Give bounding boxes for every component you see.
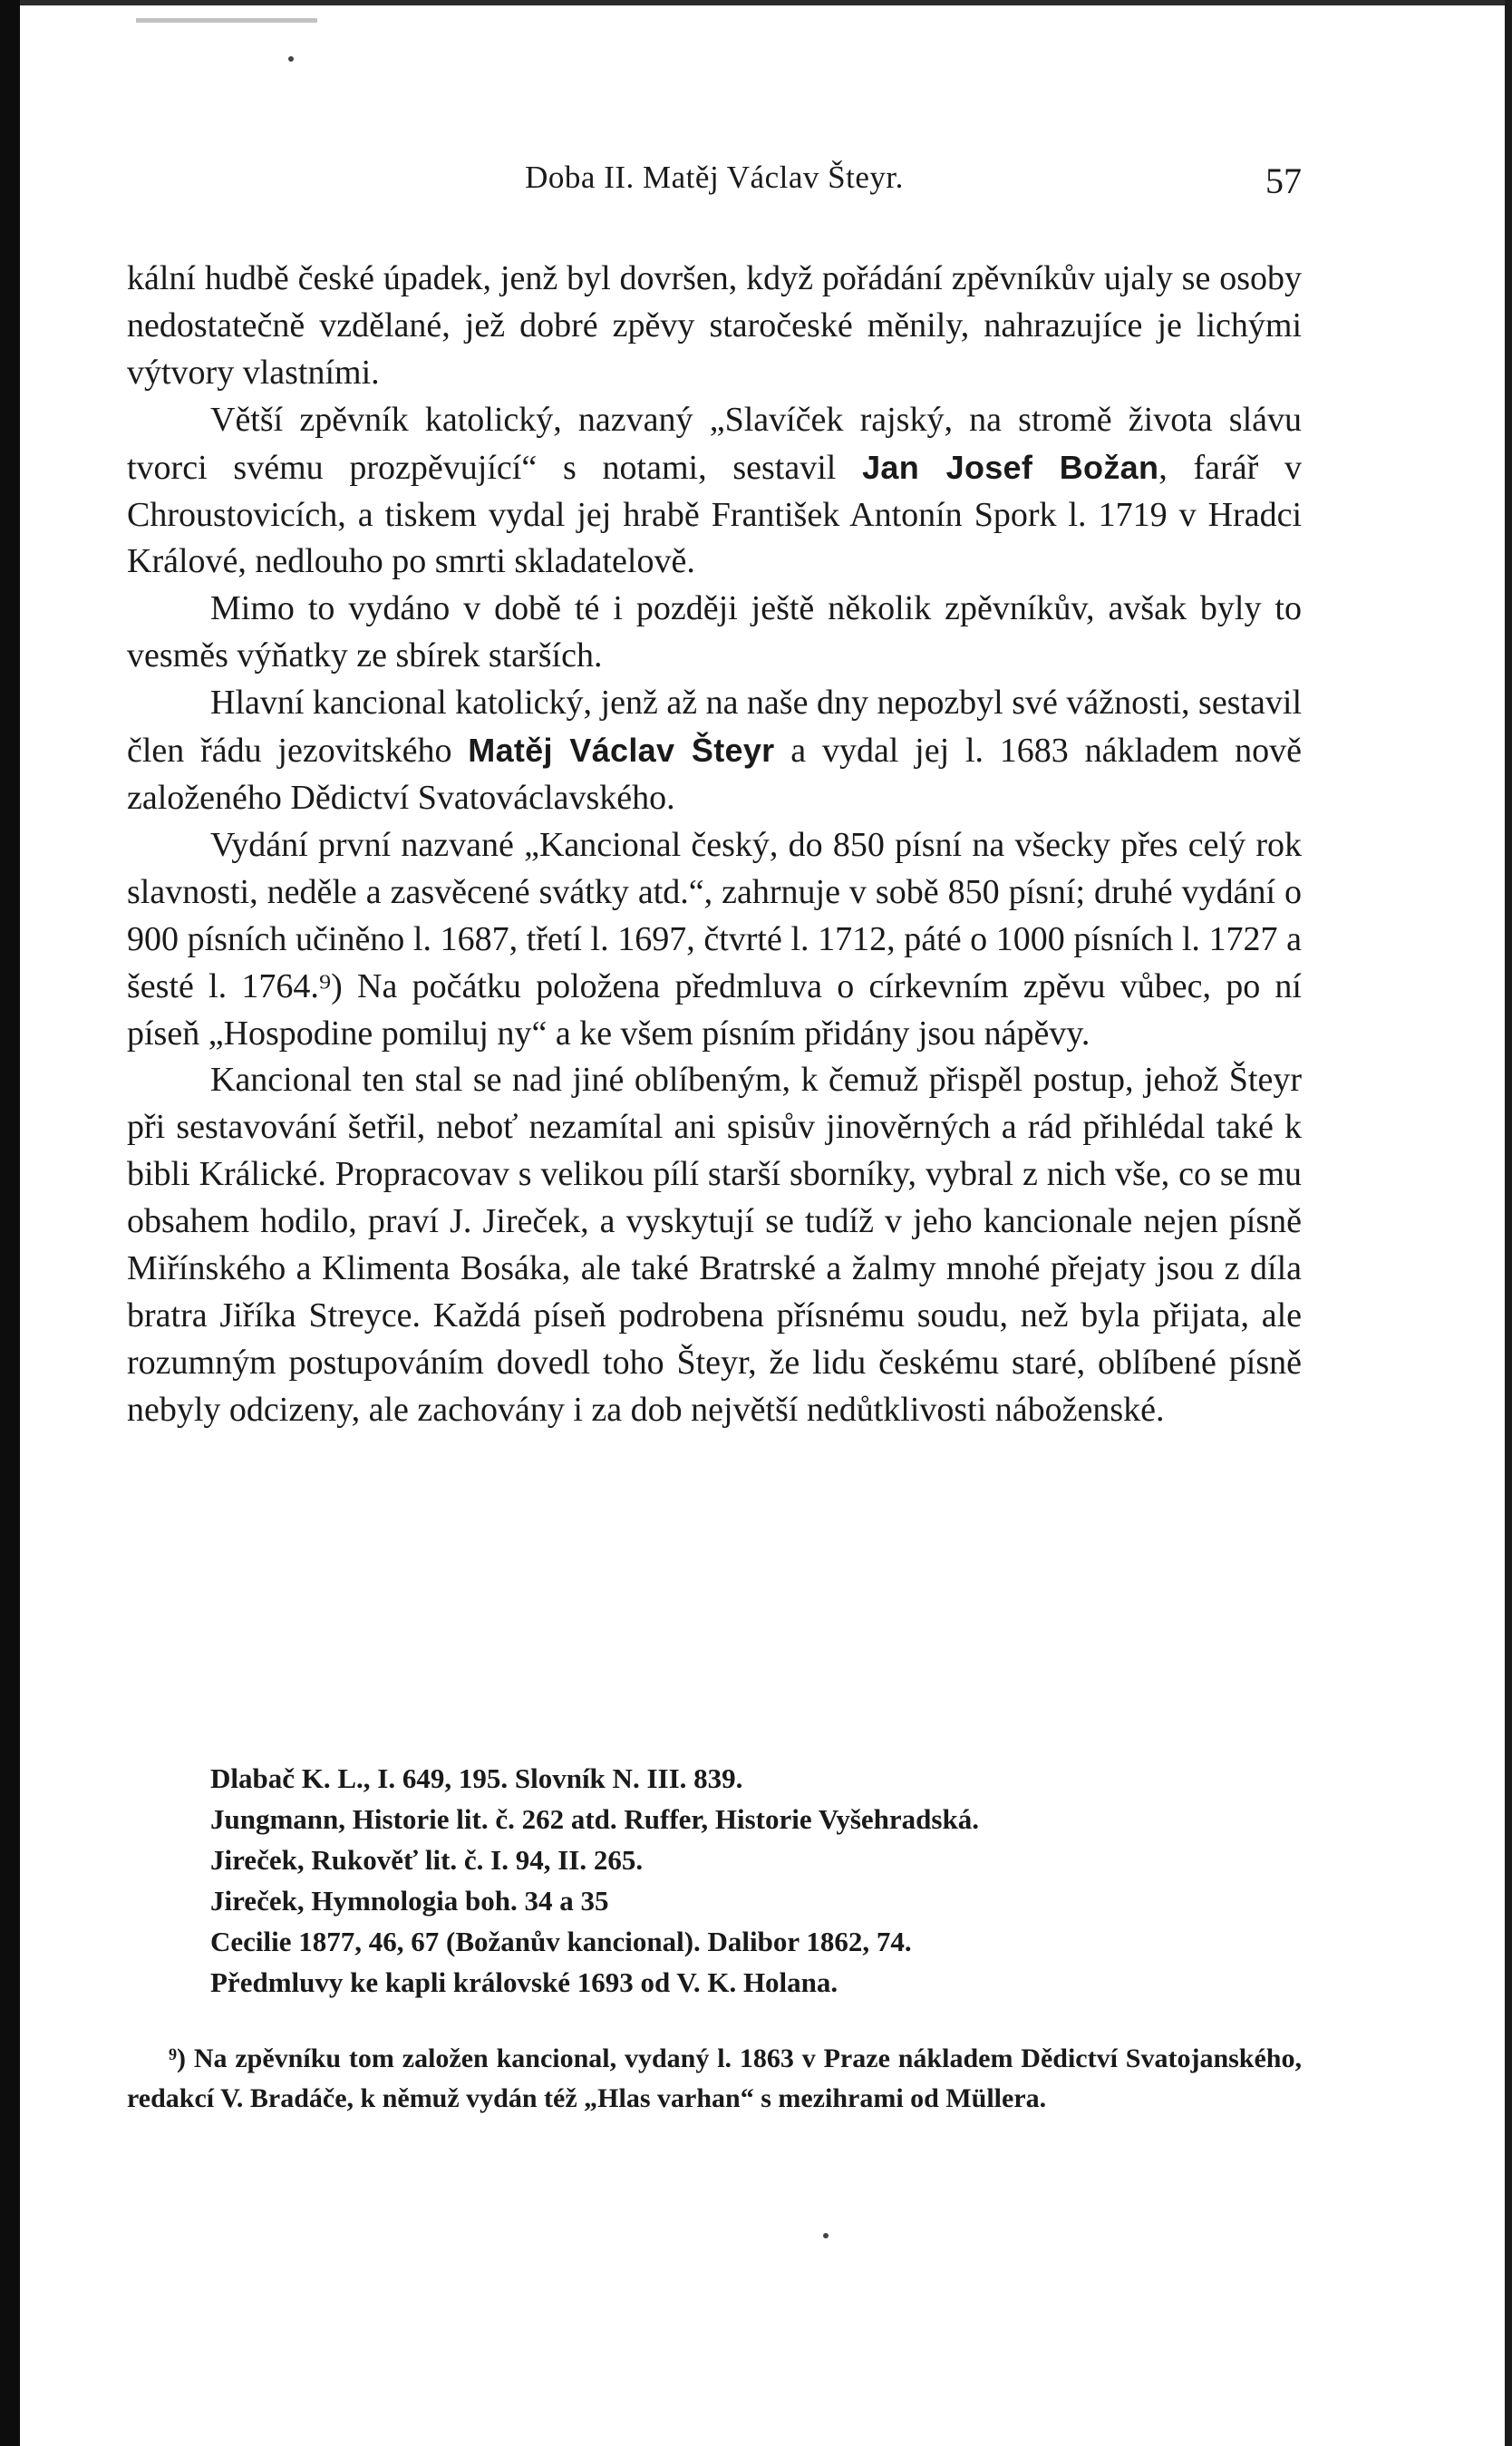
footnote-body: ) Na zpěvníku tom založen kancional, vydaný l. 1863 v Praze nákladem Dědictví Svatojanského, redakcí V. Bradáče, k němuž vydán též „Hlas varhan“ s mezihrami od Müllera.	[127, 2043, 1302, 2113]
bibliography-entry: Jungmann, Historie lit. č. 262 atd. Ruffer, Historie Vyšehradská.	[210, 1803, 979, 1835]
paragraph-text: Kancional ten stal se nad jiné oblíbeným, k čemuž přispěl postup, jehož Šteyr při sestavování šetřil, neboť nezamítal ani spisův jinověrných a rád přihlédal také k bibli Králické. Propracovav s velikou pílí starší sborníky, vybral z nich vše, co se mu obsahem hodilo, praví J. Jireček, a vyskytují se tudíž v jeho kancionale nejen písně Miřínského a Klimenta Bosáka, ale také Bratrské a žalmy mnohé přejaty jsou z díla bratra Jiříka Streyce. Každá píseň podrobena přísnému soudu, než byla přijata, ale rozumným postupováním dovedl toho Šteyr, že lidu českému staré, oblíbené písně nebyly odcizeny, ale zachovány i za dob největší nedůtklivosti náboženské.	[127, 1061, 1302, 1429]
bibliography	[210, 1758, 1302, 2003]
bibliography-entry: Předmluvy ke kapli královské 1693 od V. K. Holana.	[210, 1966, 838, 1998]
person-name-steyr: Matěj Václav Šteyr	[468, 732, 775, 770]
bibliography-entry: Jireček, Hymnologia boh. 34 a 35	[210, 1885, 609, 1917]
paragraph-main-kancional	[127, 680, 1302, 822]
bibliography-entry: Cecilie 1877, 46, 67 (Božanův kancional). Dalibor 1862, 74.	[210, 1926, 912, 1957]
paragraph-text: Mimo to vydáno v době té i později ještě několik zpěvníkův, avšak byly to vesměs výňatky ze sbírek starších.	[127, 589, 1302, 675]
paragraph-continuation	[127, 256, 1302, 397]
person-name-bozan: Jan Josef Božan	[862, 448, 1159, 486]
paragraph-editions	[127, 822, 1302, 1058]
bibliography-entry: Dlabač K. L., I. 649, 195. Slovník N. III. 839.	[210, 1762, 743, 1794]
paragraph-text: Větší zpěvník katolický, nazvaný „Slavíček rajský, na stromě života slávu tvorci svému prozpěvující“ s notami, sestavil	[127, 400, 1302, 487]
footnote-marker: ⁹	[169, 2043, 177, 2073]
page-number: 57	[1265, 160, 1302, 201]
paragraph-text: kální hudbě české úpadek, jenž byl dovršen, když pořádání zpěvníkův ujaly se osoby nedostatečně vzdělané, jež dobré zpěvy staročeské měnily, nahrazujíce je lichými výtvory vlastními.	[127, 259, 1302, 392]
footnote-text	[127, 2039, 1302, 2119]
paragraph-bozan	[127, 397, 1302, 587]
running-title: Doba II. Matěj Václav Šteyr.	[525, 160, 904, 195]
paragraph-text: a vydal jej l. 1683 nákladem nově založeného Dědictví Svatováclavského.	[127, 732, 1302, 817]
paragraph-text: Vydání první nazvané „Kancional český, do 850 písní na všecky přes celý rok slavnosti, neděle a zasvěcené svátky atd.“, zahrnuje v sobě 850 písní; druhé vydání o 900 písních učiněno l. 1687, třetí l. 1697, čtvrté l. 1712, páté o 1000 písních l. 1727 a šesté l. 1764.	[127, 825, 1302, 1005]
paragraph-text: Hlavní kancional katolický, jenž až na naše dny nepozbyl své vážnosti, sestavil člen řádu jezovitského	[127, 684, 1303, 771]
paragraph-other-songbooks	[127, 586, 1302, 680]
paragraph-text: ) Na počátku položena předmluva o církevním zpěvu vůbec, po ní píseň „Hospodine pomiluj ny“ a ke všem písním přidány jsou nápěvy.	[127, 966, 1302, 1053]
book-page	[127, 0, 1302, 2446]
body-text	[127, 256, 1302, 1434]
scan-border-right	[1505, 0, 1512, 2446]
paragraph-popularity	[127, 1057, 1302, 1433]
footnote-reference[interactable]: ⁹	[318, 966, 332, 1005]
running-head	[127, 160, 1302, 214]
paragraph-text: , farář v Chroustovicích, a tiskem vydal jej hrabě František Antonín Spork l. 1719 v Hradci Králové, nedlouho po smrti skladatelově.	[127, 448, 1302, 581]
scan-border-left	[0, 0, 20, 2446]
bibliography-entry: Jireček, Rukověť lit. č. I. 94, II. 265.	[210, 1844, 644, 1876]
footnote	[127, 2039, 1302, 2119]
